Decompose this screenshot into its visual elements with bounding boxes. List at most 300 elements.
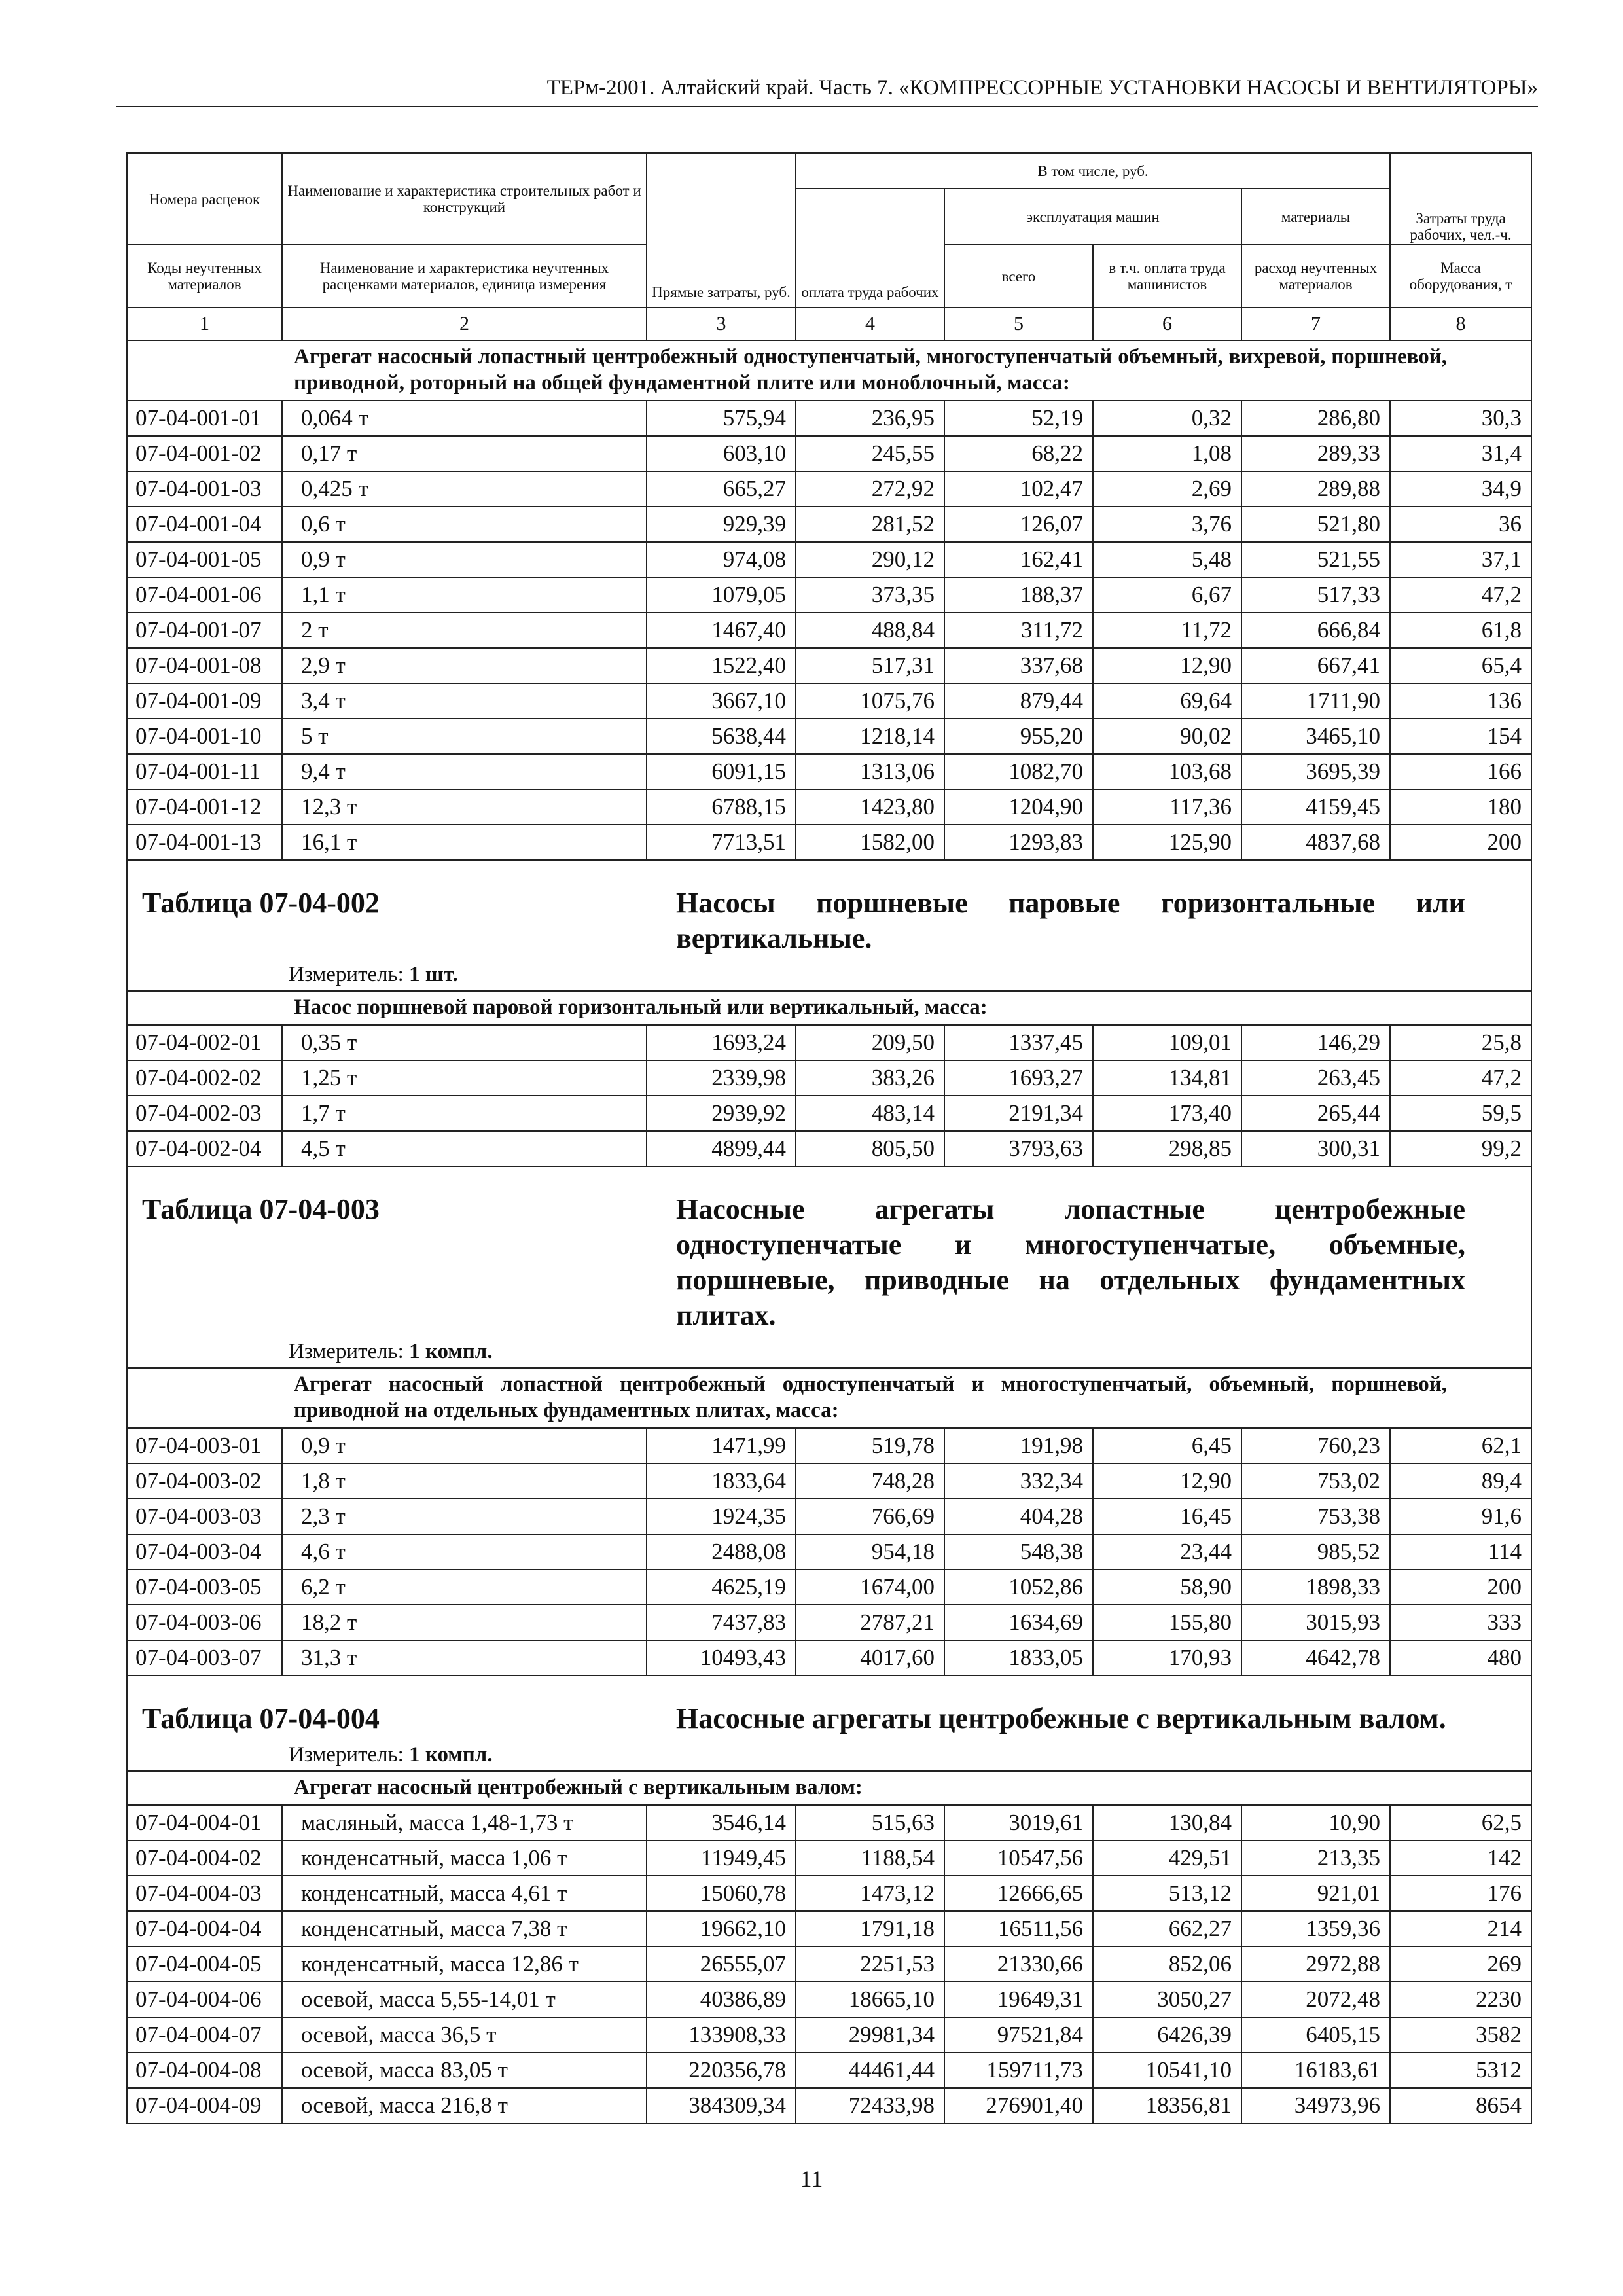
machine-labor: 155,80 xyxy=(1093,1605,1241,1640)
header-including: В том числе, руб. xyxy=(796,153,1390,188)
machine-total: 2191,34 xyxy=(944,1096,1093,1131)
rate-code: 07-04-001-13 xyxy=(127,825,282,860)
labor-pay: 805,50 xyxy=(796,1131,944,1166)
table-heading-cell xyxy=(127,1676,1531,1771)
table-row xyxy=(127,754,1531,789)
rate-code: 07-04-004-02 xyxy=(127,1840,282,1876)
measure-label: Измеритель: xyxy=(289,1340,404,1363)
machine-total: 1052,86 xyxy=(944,1570,1093,1605)
rate-name: осевой, масса 36,5 т xyxy=(282,2017,647,2053)
labor-costs: 99,2 xyxy=(1390,1131,1531,1166)
table-row xyxy=(127,1534,1531,1570)
measure-value: 1 компл. xyxy=(409,1743,493,1767)
table-row xyxy=(127,1428,1531,1463)
rate-name: 31,3 т xyxy=(282,1640,647,1676)
rate-name: 2,3 т xyxy=(282,1499,647,1534)
labor-costs: 47,2 xyxy=(1390,1060,1531,1096)
column-number: 8 xyxy=(1390,308,1531,340)
labor-costs: 65,4 xyxy=(1390,648,1531,683)
materials: 2072,48 xyxy=(1241,1982,1390,2017)
direct-costs: 7713,51 xyxy=(647,825,796,860)
labor-costs: 114 xyxy=(1390,1534,1531,1570)
header-codes-top: Номера расценок xyxy=(127,153,282,245)
materials: 289,33 xyxy=(1241,436,1390,471)
table-row xyxy=(127,648,1531,683)
labor-costs: 59,5 xyxy=(1390,1096,1531,1131)
machine-labor: 0,32 xyxy=(1093,401,1241,436)
rate-code: 07-04-003-06 xyxy=(127,1605,282,1640)
labor-pay: 44461,44 xyxy=(796,2053,944,2088)
labor-pay: 1674,00 xyxy=(796,1570,944,1605)
column-number: 7 xyxy=(1241,308,1390,340)
direct-costs: 15060,78 xyxy=(647,1876,796,1911)
machine-labor: 2,69 xyxy=(1093,471,1241,507)
rate-name: 4,5 т xyxy=(282,1131,647,1166)
materials: 289,88 xyxy=(1241,471,1390,507)
rate-code: 07-04-001-07 xyxy=(127,613,282,648)
machine-total: 1337,45 xyxy=(944,1025,1093,1060)
materials: 760,23 xyxy=(1241,1428,1390,1463)
rate-name: 0,17 т xyxy=(282,436,647,471)
materials: 300,31 xyxy=(1241,1131,1390,1166)
rate-code: 07-04-004-06 xyxy=(127,1982,282,2017)
machine-total: 10547,56 xyxy=(944,1840,1093,1876)
table-title: Насосы поршневые паровые горизонтальные или вертикальные. xyxy=(676,887,1465,954)
machine-total: 16511,56 xyxy=(944,1911,1093,1946)
rate-name: конденсатный, масса 1,06 т xyxy=(282,1840,647,1876)
rate-name: 3,4 т xyxy=(282,683,647,719)
table-row xyxy=(127,1840,1531,1876)
direct-costs: 665,27 xyxy=(647,471,796,507)
machine-labor: 12,90 xyxy=(1093,648,1241,683)
machine-labor: 6,45 xyxy=(1093,1428,1241,1463)
table-heading-row xyxy=(127,1676,1531,1771)
direct-costs: 40386,89 xyxy=(647,1982,796,2017)
labor-costs: 89,4 xyxy=(1390,1463,1531,1499)
table-row xyxy=(127,507,1531,542)
materials: 3465,10 xyxy=(1241,719,1390,754)
machine-labor: 130,84 xyxy=(1093,1805,1241,1840)
labor-pay: 1313,06 xyxy=(796,754,944,789)
machine-total: 1293,83 xyxy=(944,825,1093,860)
rate-code: 07-04-001-04 xyxy=(127,507,282,542)
materials: 753,02 xyxy=(1241,1463,1390,1499)
labor-pay: 1075,76 xyxy=(796,683,944,719)
machine-total: 19649,31 xyxy=(944,1982,1093,2017)
measure-line xyxy=(289,1740,1531,1770)
machine-total: 1833,05 xyxy=(944,1640,1093,1676)
direct-costs: 220356,78 xyxy=(647,2053,796,2088)
measure-value: 1 шт. xyxy=(409,963,458,986)
direct-costs: 1924,35 xyxy=(647,1499,796,1534)
rate-name: 0,064 т xyxy=(282,401,647,436)
measure-value: 1 компл. xyxy=(409,1340,493,1363)
labor-costs: 37,1 xyxy=(1390,542,1531,577)
table-row xyxy=(127,436,1531,471)
labor-pay: 2787,21 xyxy=(796,1605,944,1640)
labor-pay: 72433,98 xyxy=(796,2088,944,2123)
labor-costs: 31,4 xyxy=(1390,436,1531,471)
labor-pay: 383,26 xyxy=(796,1060,944,1096)
machine-total: 21330,66 xyxy=(944,1946,1093,1982)
header-materials-unaccounted: расход неучтенных материалов xyxy=(1241,245,1390,308)
machine-total: 1204,90 xyxy=(944,789,1093,825)
rate-name: 1,8 т xyxy=(282,1463,647,1499)
rate-code: 07-04-001-03 xyxy=(127,471,282,507)
direct-costs: 3546,14 xyxy=(647,1805,796,1840)
machine-labor: 3050,27 xyxy=(1093,1982,1241,2017)
labor-pay: 1423,80 xyxy=(796,789,944,825)
labor-pay: 517,31 xyxy=(796,648,944,683)
group-title: Агрегат насосный лопастный центробежный одноступенчатый, многоступенчатый объемный, вихревой, поршневой, приводной, роторный на общей фундаментной плите или моноблочный, масса: xyxy=(294,345,1448,395)
machine-total: 404,28 xyxy=(944,1499,1093,1534)
machine-labor: 103,68 xyxy=(1093,754,1241,789)
labor-costs: 3582 xyxy=(1390,2017,1531,2053)
materials: 16183,61 xyxy=(1241,2053,1390,2088)
table-row xyxy=(127,2088,1531,2123)
labor-pay: 748,28 xyxy=(796,1463,944,1499)
rate-name: 2 т xyxy=(282,613,647,648)
labor-pay: 281,52 xyxy=(796,507,944,542)
rate-name: масляный, масса 1,48-1,73 т xyxy=(282,1805,647,1840)
column-number: 1 xyxy=(127,308,282,340)
machine-labor: 23,44 xyxy=(1093,1534,1241,1570)
labor-costs: 200 xyxy=(1390,1570,1531,1605)
machine-total: 162,41 xyxy=(944,542,1093,577)
materials: 213,35 xyxy=(1241,1840,1390,1876)
rate-name: 18,2 т xyxy=(282,1605,647,1640)
table-row xyxy=(127,577,1531,613)
labor-costs: 8654 xyxy=(1390,2088,1531,2123)
group-cell xyxy=(127,1771,1531,1805)
table-row xyxy=(127,1096,1531,1131)
table-row xyxy=(127,2017,1531,2053)
machine-total: 1693,27 xyxy=(944,1060,1093,1096)
direct-costs: 26555,07 xyxy=(647,1946,796,1982)
labor-pay: 29981,34 xyxy=(796,2017,944,2053)
rate-code: 07-04-001-01 xyxy=(127,401,282,436)
machine-labor: 5,48 xyxy=(1093,542,1241,577)
group-row xyxy=(127,991,1531,1025)
table-row xyxy=(127,1982,1531,2017)
group-cell xyxy=(127,340,1531,401)
table-row xyxy=(127,1463,1531,1499)
header-row-1 xyxy=(127,153,1531,188)
direct-costs: 974,08 xyxy=(647,542,796,577)
labor-costs: 62,5 xyxy=(1390,1805,1531,1840)
labor-costs: 2230 xyxy=(1390,1982,1531,2017)
materials: 667,41 xyxy=(1241,648,1390,683)
rate-code: 07-04-004-07 xyxy=(127,2017,282,2053)
labor-pay: 290,12 xyxy=(796,542,944,577)
rate-name: конденсатный, масса 12,86 т xyxy=(282,1946,647,1982)
rate-name: 0,9 т xyxy=(282,1428,647,1463)
labor-costs: 166 xyxy=(1390,754,1531,789)
table-heading xyxy=(128,861,1531,960)
machine-total: 159711,73 xyxy=(944,2053,1093,2088)
machine-labor: 90,02 xyxy=(1093,719,1241,754)
machine-labor: 1,08 xyxy=(1093,436,1241,471)
labor-costs: 25,8 xyxy=(1390,1025,1531,1060)
machine-total: 102,47 xyxy=(944,471,1093,507)
table-row xyxy=(127,1060,1531,1096)
materials: 1711,90 xyxy=(1241,683,1390,719)
header-codes-bottom: Коды неучтенных материалов xyxy=(127,245,282,308)
column-numbers-row xyxy=(127,308,1531,340)
labor-pay: 245,55 xyxy=(796,436,944,471)
rate-code: 07-04-003-02 xyxy=(127,1463,282,1499)
labor-costs: 47,2 xyxy=(1390,577,1531,613)
measure-line xyxy=(289,1337,1531,1367)
rate-name: 1,25 т xyxy=(282,1060,647,1096)
labor-pay: 1582,00 xyxy=(796,825,944,860)
materials: 521,80 xyxy=(1241,507,1390,542)
rate-code: 07-04-001-02 xyxy=(127,436,282,471)
machine-labor: 18356,81 xyxy=(1093,2088,1241,2123)
direct-costs: 11949,45 xyxy=(647,1840,796,1876)
group-title: Насос поршневой паровой горизонтальный или вертикальный, масса: xyxy=(294,996,988,1019)
measure-label: Измеритель: xyxy=(289,963,404,986)
labor-pay: 373,35 xyxy=(796,577,944,613)
labor-pay: 766,69 xyxy=(796,1499,944,1534)
labor-costs: 480 xyxy=(1390,1640,1531,1676)
rate-code: 07-04-001-11 xyxy=(127,754,282,789)
machine-labor: 298,85 xyxy=(1093,1131,1241,1166)
table-row xyxy=(127,1025,1531,1060)
column-number: 5 xyxy=(944,308,1093,340)
materials: 521,55 xyxy=(1241,542,1390,577)
labor-costs: 62,1 xyxy=(1390,1428,1531,1463)
rate-name: осевой, масса 5,55-14,01 т xyxy=(282,1982,647,2017)
table-heading-row xyxy=(127,1166,1531,1368)
direct-costs: 4625,19 xyxy=(647,1570,796,1605)
rate-name: 2,9 т xyxy=(282,648,647,683)
rate-code: 07-04-004-05 xyxy=(127,1946,282,1982)
labor-pay: 1473,12 xyxy=(796,1876,944,1911)
table-row xyxy=(127,719,1531,754)
rate-code: 07-04-004-04 xyxy=(127,1911,282,1946)
machine-total: 52,19 xyxy=(944,401,1093,436)
rate-name: 6,2 т xyxy=(282,1570,647,1605)
labor-pay: 236,95 xyxy=(796,401,944,436)
machine-labor: 10541,10 xyxy=(1093,2053,1241,2088)
group-cell xyxy=(127,1368,1531,1428)
labor-costs: 333 xyxy=(1390,1605,1531,1640)
group-title: Агрегат насосный центробежный с вертикальным валом: xyxy=(294,1776,863,1799)
machine-labor: 852,06 xyxy=(1093,1946,1241,1982)
machine-labor: 16,45 xyxy=(1093,1499,1241,1534)
rate-code: 07-04-004-03 xyxy=(127,1876,282,1911)
header-materials: материалы xyxy=(1241,188,1390,245)
table-heading xyxy=(128,1167,1531,1337)
direct-costs: 19662,10 xyxy=(647,1911,796,1946)
table-row xyxy=(127,1605,1531,1640)
machine-total: 311,72 xyxy=(944,613,1093,648)
direct-costs: 1833,64 xyxy=(647,1463,796,1499)
materials: 985,52 xyxy=(1241,1534,1390,1570)
machine-total: 1634,69 xyxy=(944,1605,1093,1640)
header-labor-costs: Затраты труда рабочих, чел.-ч. xyxy=(1390,153,1531,245)
machine-total: 879,44 xyxy=(944,683,1093,719)
table-row xyxy=(127,825,1531,860)
table-id: Таблица 07-04-002 xyxy=(142,887,380,919)
header-machine-total: всего xyxy=(944,245,1093,308)
header-machine-op: эксплуатация машин xyxy=(944,188,1241,245)
labor-costs: 136 xyxy=(1390,683,1531,719)
table-row xyxy=(127,1499,1531,1534)
table-row xyxy=(127,1805,1531,1840)
direct-costs: 2488,08 xyxy=(647,1534,796,1570)
materials: 3015,93 xyxy=(1241,1605,1390,1640)
machine-total: 3019,61 xyxy=(944,1805,1093,1840)
machine-total: 548,38 xyxy=(944,1534,1093,1570)
machine-total: 955,20 xyxy=(944,719,1093,754)
labor-costs: 91,6 xyxy=(1390,1499,1531,1534)
table-row xyxy=(127,1640,1531,1676)
materials: 2972,88 xyxy=(1241,1946,1390,1982)
table-row xyxy=(127,471,1531,507)
labor-pay: 488,84 xyxy=(796,613,944,648)
table-row xyxy=(127,1131,1531,1166)
materials: 666,84 xyxy=(1241,613,1390,648)
materials: 34973,96 xyxy=(1241,2088,1390,2123)
group-row xyxy=(127,1771,1531,1805)
rates-table xyxy=(126,152,1532,2124)
table-title: Насосные агрегаты центробежные с вертикальным валом. xyxy=(676,1702,1446,1734)
machine-labor: 6,67 xyxy=(1093,577,1241,613)
machine-total: 188,37 xyxy=(944,577,1093,613)
rate-name: 0,6 т xyxy=(282,507,647,542)
materials: 286,80 xyxy=(1241,401,1390,436)
rate-name: 9,4 т xyxy=(282,754,647,789)
rate-code: 07-04-004-09 xyxy=(127,2088,282,2123)
direct-costs: 6788,15 xyxy=(647,789,796,825)
table-row xyxy=(127,1570,1531,1605)
group-title: Агрегат насосный лопастной центробежный одноступенчатый и многоступенчатый, объемный, поршневой, приводной на отдельных фундаментных плитах, масса: xyxy=(294,1372,1448,1422)
materials: 6405,15 xyxy=(1241,2017,1390,2053)
table-row xyxy=(127,2053,1531,2088)
header-name-top: Наименование и характеристика строительных работ и конструкций xyxy=(282,153,647,245)
machine-labor: 109,01 xyxy=(1093,1025,1241,1060)
labor-pay: 18665,10 xyxy=(796,1982,944,2017)
labor-costs: 142 xyxy=(1390,1840,1531,1876)
direct-costs: 575,94 xyxy=(647,401,796,436)
page-number: 11 xyxy=(800,2166,823,2192)
labor-costs: 176 xyxy=(1390,1876,1531,1911)
rate-name: 0,35 т xyxy=(282,1025,647,1060)
direct-costs: 1522,40 xyxy=(647,648,796,683)
labor-pay: 209,50 xyxy=(796,1025,944,1060)
machine-labor: 117,36 xyxy=(1093,789,1241,825)
direct-costs: 7437,83 xyxy=(647,1605,796,1640)
direct-costs: 1079,05 xyxy=(647,577,796,613)
machine-labor: 58,90 xyxy=(1093,1570,1241,1605)
labor-pay: 4017,60 xyxy=(796,1640,944,1676)
machine-labor: 12,90 xyxy=(1093,1463,1241,1499)
rate-name: 5 т xyxy=(282,719,647,754)
rate-code: 07-04-001-10 xyxy=(127,719,282,754)
materials: 4642,78 xyxy=(1241,1640,1390,1676)
machine-labor: 125,90 xyxy=(1093,825,1241,860)
machine-total: 3793,63 xyxy=(944,1131,1093,1166)
running-head: ТЕРм-2001. Алтайский край. Часть 7. «КОМПРЕССОРНЫЕ УСТАНОВКИ НАСОСЫ И ВЕНТИЛЯТОРЫ» xyxy=(116,73,1538,107)
table-id: Таблица 07-04-004 xyxy=(142,1702,380,1734)
labor-costs: 34,9 xyxy=(1390,471,1531,507)
table-row xyxy=(127,613,1531,648)
table-row xyxy=(127,789,1531,825)
rate-name: конденсатный, масса 4,61 т xyxy=(282,1876,647,1911)
direct-costs: 929,39 xyxy=(647,507,796,542)
machine-total: 276901,40 xyxy=(944,2088,1093,2123)
rate-code: 07-04-001-08 xyxy=(127,648,282,683)
rate-code: 07-04-003-03 xyxy=(127,1499,282,1534)
materials: 10,90 xyxy=(1241,1805,1390,1840)
rate-name: 1,7 т xyxy=(282,1096,647,1131)
machine-labor: 69,64 xyxy=(1093,683,1241,719)
column-number: 3 xyxy=(647,308,796,340)
direct-costs: 603,10 xyxy=(647,436,796,471)
rate-name: конденсатный, масса 7,38 т xyxy=(282,1911,647,1946)
materials: 517,33 xyxy=(1241,577,1390,613)
direct-costs: 1693,24 xyxy=(647,1025,796,1060)
rate-code: 07-04-002-04 xyxy=(127,1131,282,1166)
direct-costs: 2939,92 xyxy=(647,1096,796,1131)
rate-name: осевой, масса 216,8 т xyxy=(282,2088,647,2123)
labor-costs: 36 xyxy=(1390,507,1531,542)
table-heading xyxy=(128,1676,1531,1740)
rate-name: осевой, масса 83,05 т xyxy=(282,2053,647,2088)
group-cell xyxy=(127,991,1531,1025)
direct-costs: 133908,33 xyxy=(647,2017,796,2053)
machine-total: 12666,65 xyxy=(944,1876,1093,1911)
labor-costs: 214 xyxy=(1390,1911,1531,1946)
labor-pay: 954,18 xyxy=(796,1534,944,1570)
materials: 3695,39 xyxy=(1241,754,1390,789)
group-row xyxy=(127,340,1531,401)
labor-pay: 1791,18 xyxy=(796,1911,944,1946)
labor-costs: 5312 xyxy=(1390,2053,1531,2088)
rate-code: 07-04-003-07 xyxy=(127,1640,282,1676)
direct-costs: 1467,40 xyxy=(647,613,796,648)
direct-costs: 3667,10 xyxy=(647,683,796,719)
labor-costs: 269 xyxy=(1390,1946,1531,1982)
machine-total: 332,34 xyxy=(944,1463,1093,1499)
rate-code: 07-04-001-12 xyxy=(127,789,282,825)
header-machine-labor: в т.ч. оплата труда машинистов xyxy=(1093,245,1241,308)
table-heading-cell xyxy=(127,1166,1531,1368)
machine-labor: 11,72 xyxy=(1093,613,1241,648)
table-row xyxy=(127,1946,1531,1982)
header-direct-costs: Прямые затраты, руб. xyxy=(647,153,796,308)
labor-costs: 61,8 xyxy=(1390,613,1531,648)
table-title: Насосные агрегаты лопастные центробежные одноступенчатые и многоступенчатые, объемные, поршневые, приводные на отдельных фундаментных плитах. xyxy=(676,1193,1465,1331)
machine-labor: 134,81 xyxy=(1093,1060,1241,1096)
machine-total: 126,07 xyxy=(944,507,1093,542)
rate-code: 07-04-002-02 xyxy=(127,1060,282,1096)
header-name-bottom: Наименование и характеристика неучтенных расценками материалов, единица измерения xyxy=(282,245,647,308)
rate-name: 16,1 т xyxy=(282,825,647,860)
materials: 4837,68 xyxy=(1241,825,1390,860)
direct-costs: 384309,34 xyxy=(647,2088,796,2123)
table-row xyxy=(127,1876,1531,1911)
labor-pay: 515,63 xyxy=(796,1805,944,1840)
rate-name: 4,6 т xyxy=(282,1534,647,1570)
labor-pay: 272,92 xyxy=(796,471,944,507)
materials: 265,44 xyxy=(1241,1096,1390,1131)
rate-code: 07-04-001-06 xyxy=(127,577,282,613)
machine-labor: 3,76 xyxy=(1093,507,1241,542)
labor-costs: 154 xyxy=(1390,719,1531,754)
